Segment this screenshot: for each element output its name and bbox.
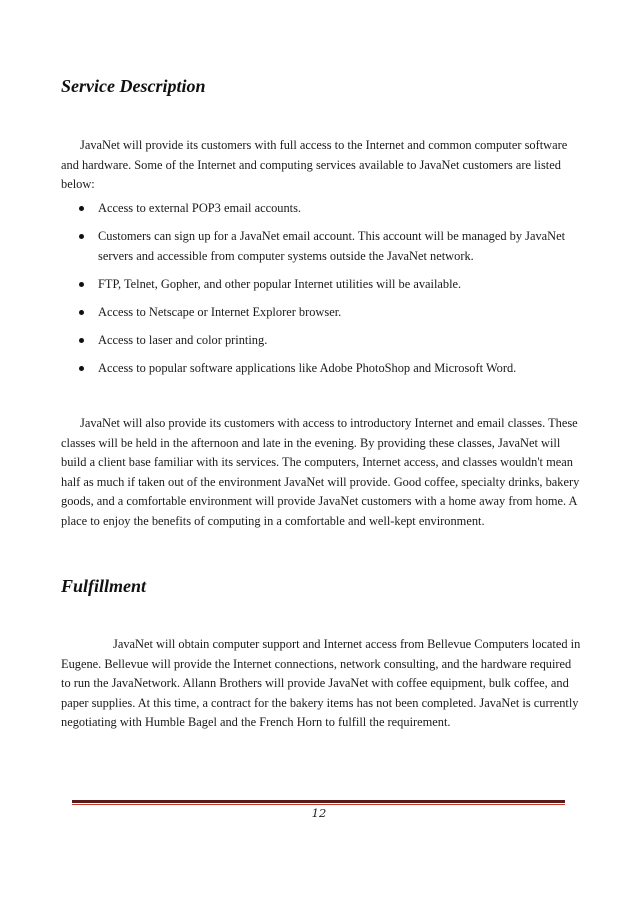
- list-item: Customers can sign up for a JavaNet email account. This account will be managed by JavaNet servers and accessible from computer systems outside the JavaNet network.: [61, 227, 581, 266]
- bullet-icon: [79, 206, 84, 211]
- bullet-icon: [79, 310, 84, 315]
- service-description-heading: Service Description: [61, 76, 206, 96]
- bullet-icon: [79, 234, 84, 239]
- footer-rule-accent: [72, 804, 565, 805]
- bullet-icon: [79, 338, 84, 343]
- bullet-icon: [79, 366, 84, 371]
- list-item: Access to external POP3 email accounts.: [61, 199, 581, 219]
- fulfillment-paragraph: JavaNet will obtain computer support and Internet access from Bellevue Computers located in Eugene. Bellevue will provide the Internet connections, network consulting, and the hardware required to run the JavaNetwork. Allann Brothers will provide JavaNet with coffee equipment, bulk coffee, and paper supplies. At this time, a contract for the bakery items has not been completed. JavaNet is currently negotiating with Humble Bagel and the French Horn to fulfill the requirement.: [61, 637, 581, 730]
- page-number: 12: [311, 806, 327, 820]
- list-item: Access to Netscape or Internet Explorer browser.: [61, 303, 581, 323]
- list-item: FTP, Telnet, Gopher, and other popular Internet utilities will be available.: [61, 275, 581, 295]
- service-intro-paragraph: JavaNet will provide its customers with full access to the Internet and common computer software and hardware. Some of the Internet and computing services available to JavaNet customers are listed below:: [61, 138, 568, 192]
- services-bullet-list: [61, 199, 581, 387]
- bullet-icon: [79, 282, 84, 287]
- list-item: Access to popular software applications like Adobe PhotoShop and Microsoft Word.: [61, 359, 581, 379]
- fulfillment-heading: Fulfillment: [61, 576, 147, 596]
- service-closing-paragraph: JavaNet will also provide its customers with access to introductory Internet and email classes. These classes will be held in the afternoon and late in the evening. By providing these classes, JavaNet will build a client base familiar with its services. The computers, Internet access, and classes wouldn't mean half as much if taken out of the environment JavaNet will provide. Good coffee, specialty drinks, bakery goods, and a comfortable environment will provide JavaNet customers with a home away from home. A place to enjoy the benefits of computing in a comfortable and well-kept environment.: [61, 416, 580, 528]
- footer-rule: [72, 800, 565, 803]
- list-item: Access to laser and color printing.: [61, 331, 581, 351]
